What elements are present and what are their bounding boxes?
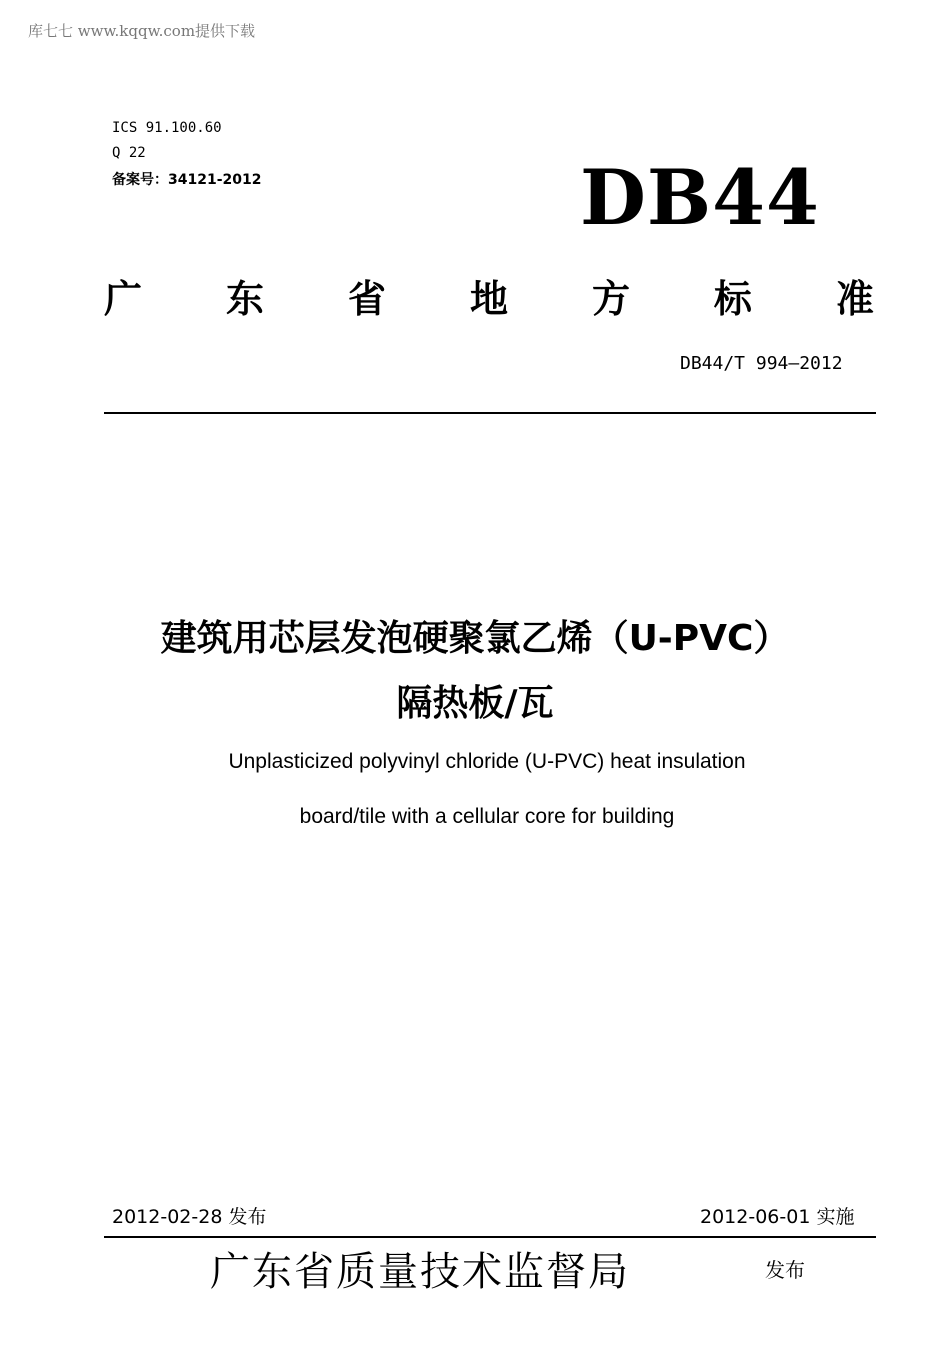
standard-type-char: 方 [591, 276, 630, 321]
ics-code: ICS 91.100.60 [112, 120, 222, 136]
ccs-code: Q 22 [112, 145, 146, 161]
standard-code: DB44/T 994—2012 [680, 353, 843, 374]
title-zh-line1: 建筑用芯层发泡硬聚氯乙烯（U-PVC） [160, 618, 790, 659]
standard-logo: DB44 [580, 153, 820, 242]
standard-type-char: 东 [225, 276, 264, 321]
issuer-name: 广东省质量技术监督局 [210, 1249, 630, 1295]
footer-divider [104, 1236, 876, 1238]
title-en-line2: board/tile with a cellular core for building [299, 805, 675, 828]
title-zh-line2: 隔热板/瓦 [396, 683, 554, 724]
standard-type-char: 省 [347, 276, 386, 321]
watermark-text: 库七七 www.kqqw.com提供下载 [28, 22, 256, 40]
standard-type-heading [104, 268, 874, 323]
filing-number: 备案号：34121-2012 [112, 172, 262, 188]
issuer-suffix: 发布 [765, 1258, 805, 1282]
standard-type-char: 地 [469, 276, 508, 321]
header-divider [104, 412, 876, 414]
effective-date: 2012-06-01 实施 [700, 1206, 855, 1228]
title-en-line1: Unplasticized polyvinyl chloride (U-PVC) heat insulation [228, 750, 746, 773]
standard-type-char: 准 [835, 276, 874, 321]
standard-type-char: 标 [713, 276, 752, 321]
issue-date: 2012-02-28 发布 [112, 1206, 267, 1228]
standard-type-char: 广 [104, 276, 143, 321]
